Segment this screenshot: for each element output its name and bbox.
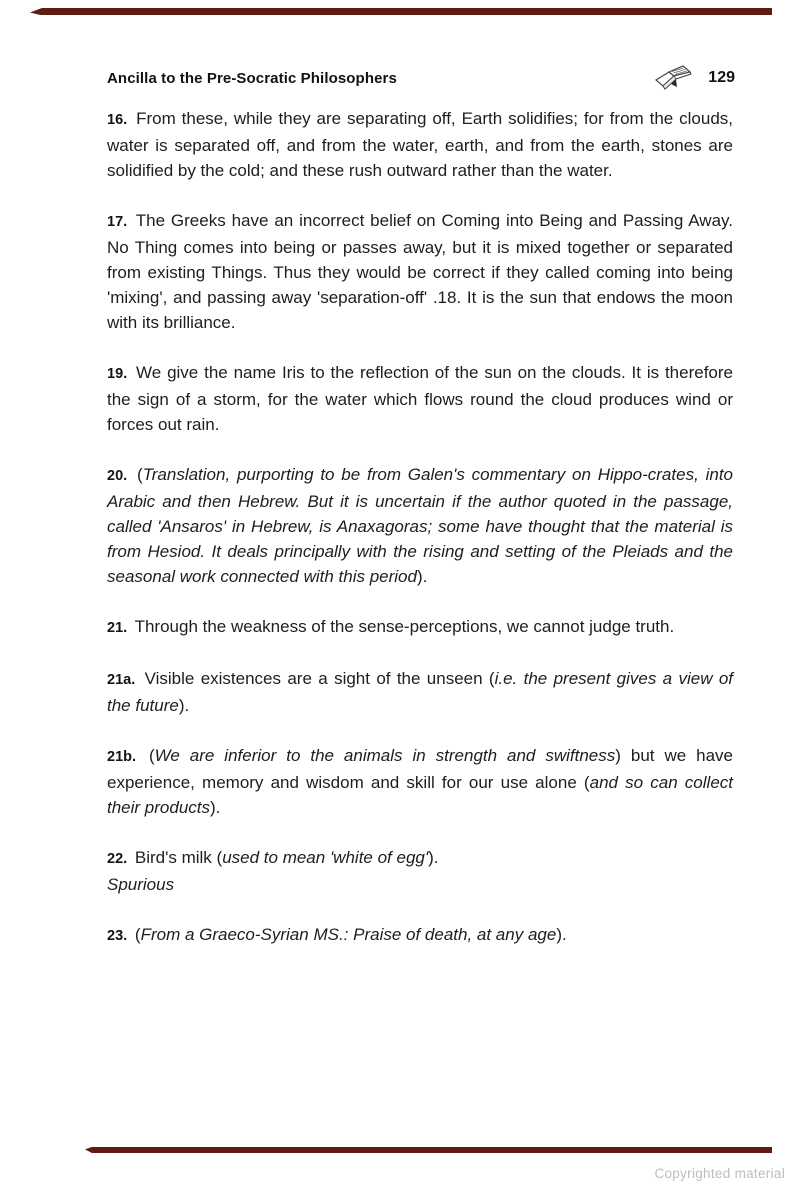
fragment-number: 21. [107, 620, 128, 636]
fragment-number: 17. [107, 214, 128, 230]
fragment-number: 22. [107, 851, 128, 867]
paragraph-23 [107, 922, 733, 949]
body-text: We give the name Iris to the reflection of the sun on the clouds. It is therefore the sign of a storm, for the water which flows round the cloud produces wind or forces out rain. [107, 363, 733, 434]
paragraph-16 [107, 106, 733, 183]
body-text: ). [428, 848, 439, 867]
page-body [107, 106, 733, 949]
body-text: ( [130, 925, 141, 944]
fragment-number: 19. [107, 366, 128, 382]
body-text: ). [210, 798, 221, 817]
paragraph-22 [107, 845, 733, 872]
body-text: Bird's milk ( [130, 848, 223, 867]
page-number: 129 [708, 69, 735, 86]
body-text: ). [178, 696, 190, 715]
paragraph-20 [107, 462, 733, 589]
open-book-icon [653, 63, 693, 94]
paragraph-17 [107, 208, 733, 335]
italic-text: and so can collect their products [107, 773, 733, 817]
italic-text: Spurious [107, 875, 175, 894]
paragraph-21 [107, 614, 733, 641]
body-text: ). [556, 925, 567, 944]
body-text: Through the weakness of the sense-perceptions, we cannot judge truth. [130, 617, 675, 636]
paragraph-spurious [107, 872, 733, 897]
scan-edge-bar-top [30, 8, 772, 15]
fragment-number: 21b. [107, 749, 137, 765]
fragment-number: 21a. [107, 672, 136, 688]
body-text: ( [130, 465, 143, 484]
page-header [107, 62, 735, 94]
italic-text: Translation, purporting to be from Galen's commentary on Hippo-crates, into Arabic and then Hebrew. But it is uncertain if the author quoted in the passage, called 'Ansaros' in Hebrew, is Anaxagoras; some have thought that the material is from Hesiod. It deals principally with the rising and setting of the Pleiads and the seasonal work connected with this period [107, 465, 733, 586]
fragment-number: 16. [107, 112, 128, 128]
paragraph-21a [107, 666, 733, 718]
body-text: ). [416, 567, 428, 586]
header-right-group [653, 63, 735, 94]
italic-text: used to mean 'white of egg' [222, 848, 429, 867]
fragment-number: 23. [107, 928, 128, 944]
copyright-watermark: Copyrighted material [654, 1166, 785, 1181]
scan-edge-bar-bottom [85, 1147, 772, 1153]
body-text: ( [139, 746, 155, 765]
italic-text: We are inferior to the animals in strength and swiftness [154, 746, 616, 765]
body-text: From these, while they are separating off, Earth solidifies; for from the clouds, water is separated off, and from the water, earth, and from the earth, stones are solidified by the cold; and these rush outward rather than the water. [107, 109, 733, 180]
body-text: ) but we have experience, memory and wisdom and skill for our use alone ( [107, 746, 733, 792]
running-title: Ancilla to the Pre-Socratic Philosophers [107, 69, 397, 87]
italic-text: i.e. the present gives a view of the future [107, 669, 733, 715]
paragraph-21b [107, 743, 733, 820]
fragment-number: 20. [107, 468, 128, 484]
body-text: The Greeks have an incorrect belief on Coming into Being and Passing Away. No Thing comes into being or passes away, but it is mixed together or separated from existing Things. Thus they would be correct if they called coming into being 'mixing', and passing away 'separation-off' .18. It is the sun that endows the moon with its brilliance. [107, 211, 733, 332]
paragraph-19 [107, 360, 733, 437]
italic-text: From a Graeco-Syrian MS.: Praise of death, at any age [140, 925, 557, 944]
body-text: Visible existences are a sight of the unseen ( [138, 669, 495, 688]
